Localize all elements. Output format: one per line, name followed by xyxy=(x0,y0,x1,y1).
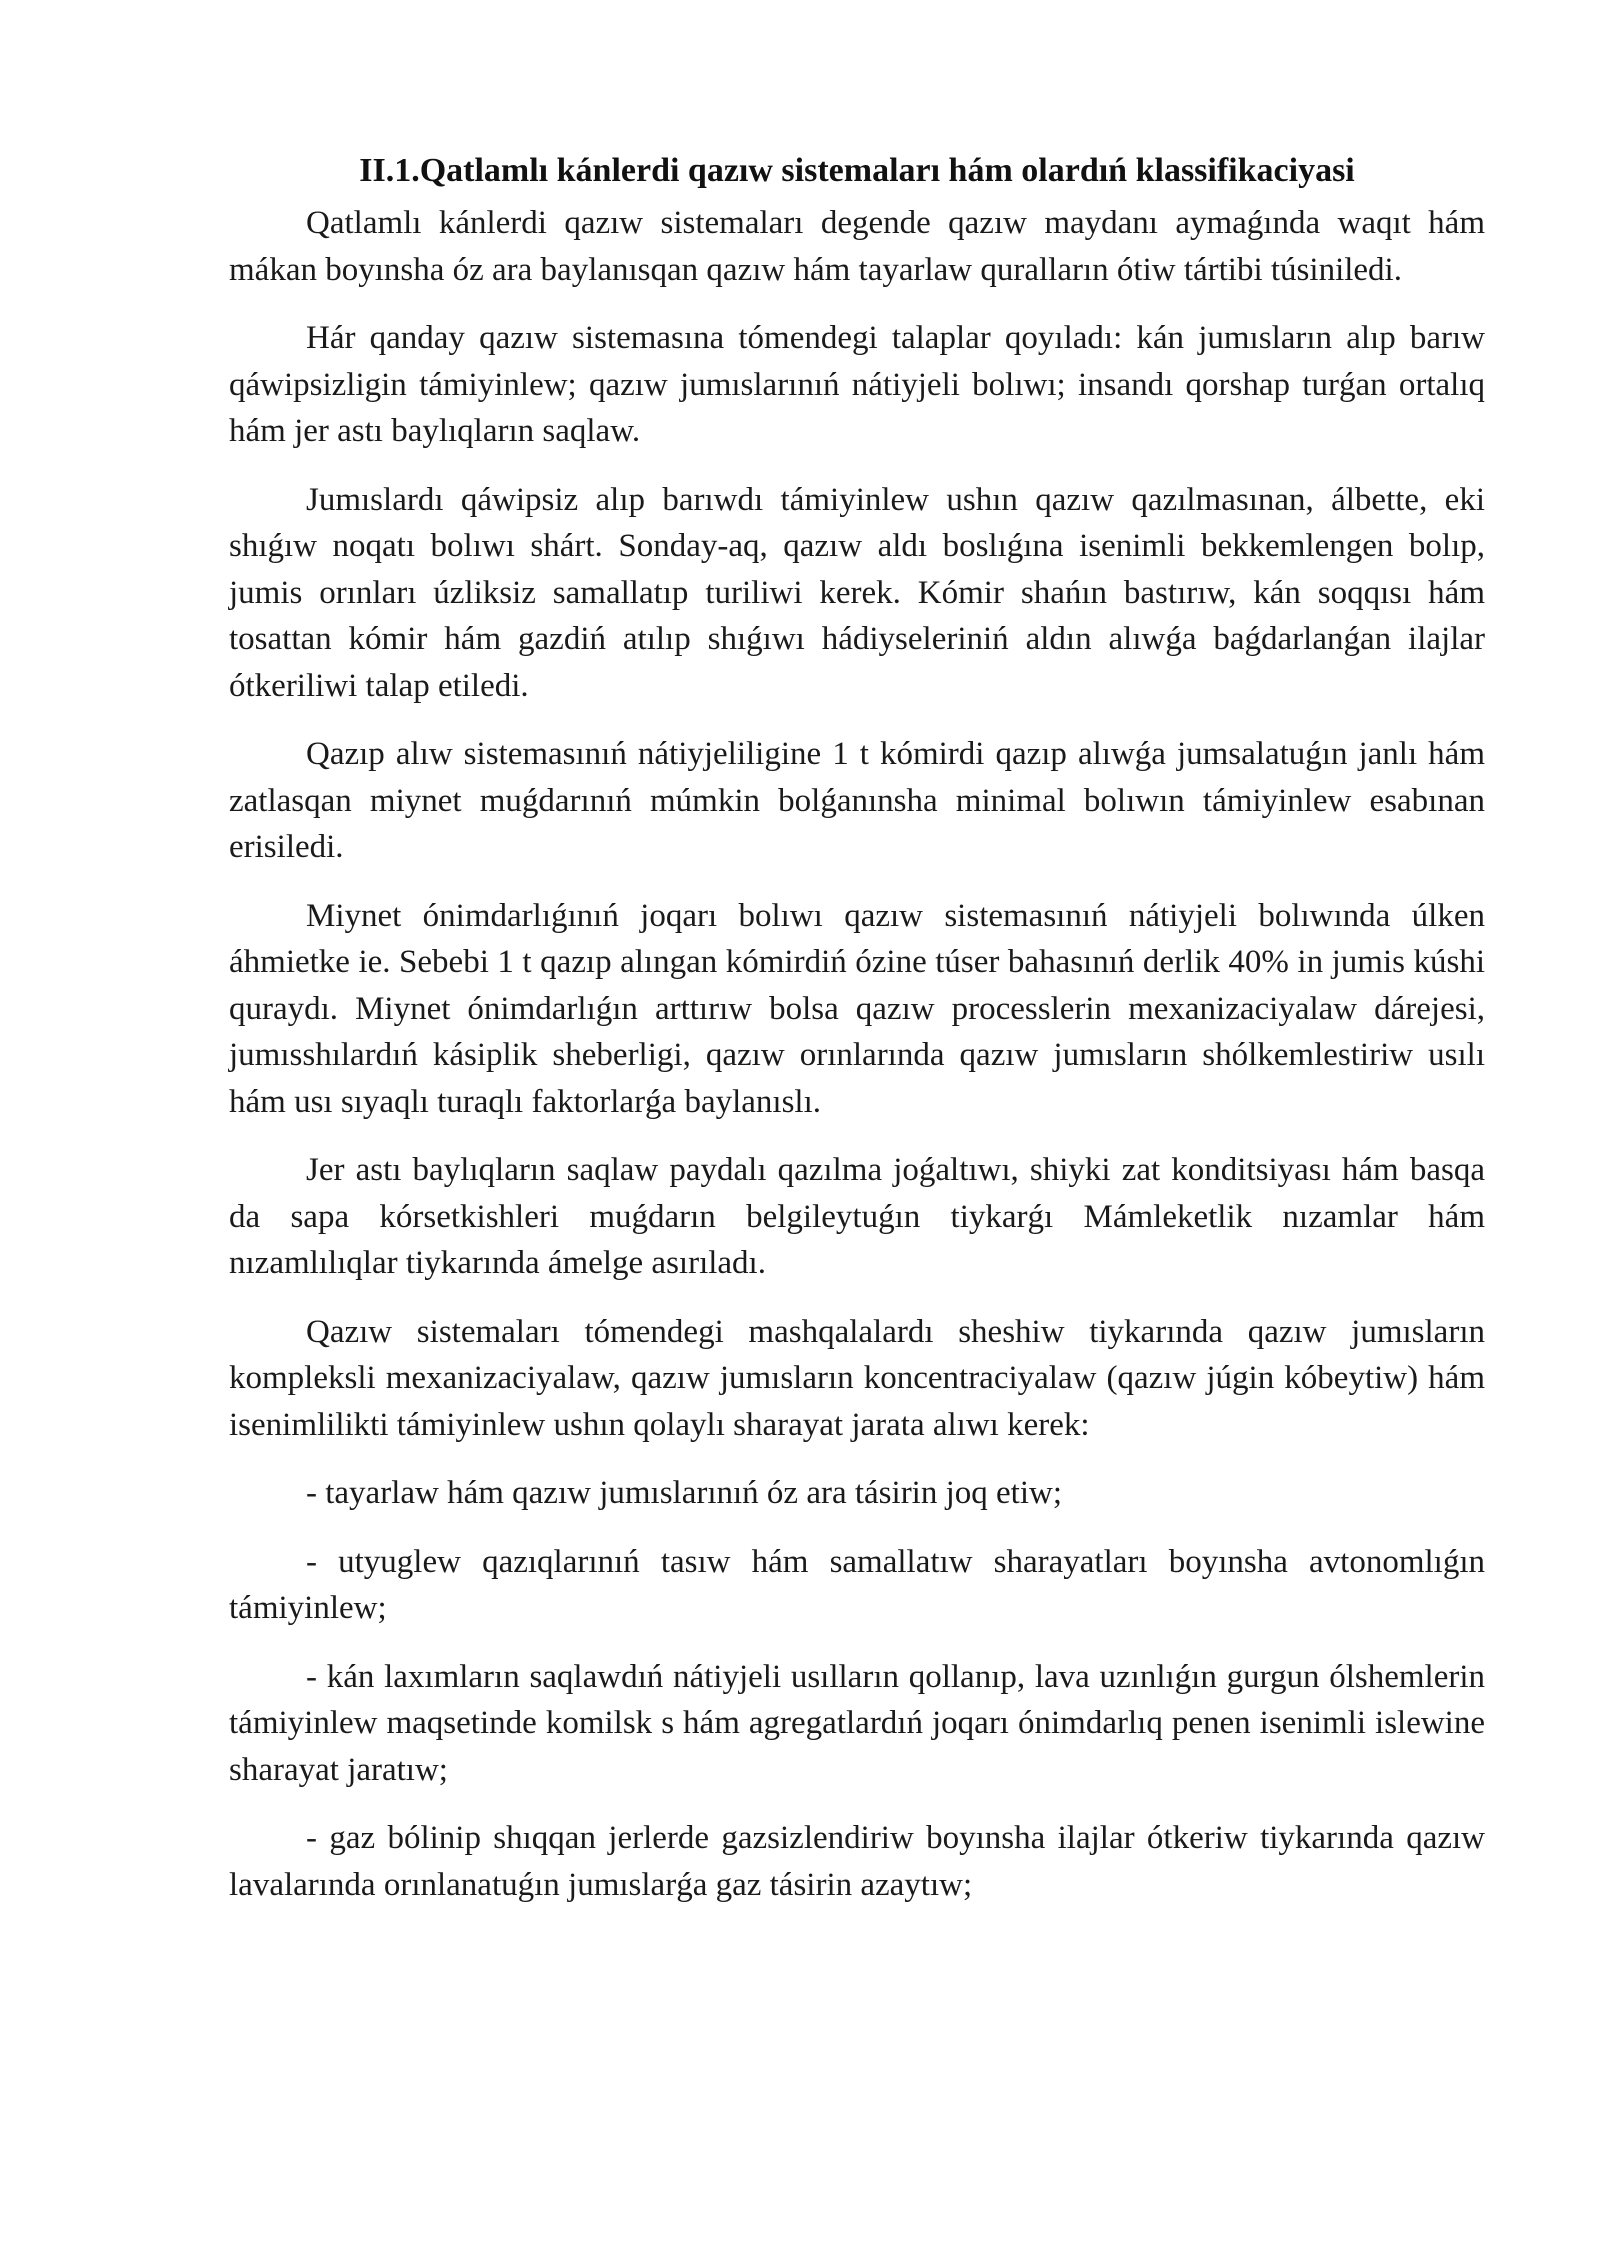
paragraph-4: Qazıp alıw sistemasınıń nátiyjeliligine 1 t kómirdi qazıp alıwǵa jumsalatuǵın janlı hám zatlasqan miynet muǵdarınıń múmkin bolǵanınsha minimal bolıwın támiyinlew esabınan erisiledi. xyxy=(229,736,1485,865)
paragraph-6: Jer astı baylıqların saqlaw paydalı qazılma joǵaltıwı, shiyki zat konditsiyası hám basqa da sapa kórsetkishleri muǵdarın belgileytuǵın tiykarǵı Mámleketlik nızamlar hám nızamlılıqlar tiykarında ámelge asırıladı. xyxy=(229,1152,1485,1281)
list-item-1: - tayarlaw hám qazıw jumıslarınıń óz ara tásirin joq etiw; xyxy=(306,1475,1063,1511)
list-item-2: - utyuglew qazıqlarınıń tasıw hám samallatıw sharayatları boyınsha avtonomlıǵın támiyinlew; xyxy=(229,1543,1485,1626)
paragraph-3: Jumıslardı qáwipsiz alıp barıwdı támiyinlew ushın qazıw qazılmasınan, álbette, eki shıǵıw noqatı bolıwı shárt. Sonday-aq, qazıw aldı boslıǵına isenimli bekkemlengen bolıp, jumis orınları úzliksiz samallatıp turiliwi kerek. Kómir shańın bastırıw, kán soqqısı hám tosattan kómir hám gazdiń atılıp shıǵıwı hádiyseleriniń aldın alıwǵa baǵdarlanǵan ilajlar ótkeriliwi talap etiledi. xyxy=(229,481,1485,704)
list-item-3: - kán laxımların saqlawdıń nátiyjeli usılların qollanıp, lava uzınlıǵın gurgun ólshemlerin támiyinlew maqsetinde komilsk s hám agregatlardıń joqarı ónimdarlıq penen isenimli islewine sharayat jaratıw; xyxy=(229,1658,1485,1788)
paragraph-2: Hár qanday qazıw sistemasına tómendegi talaplar qoyıladı: kán jumısların alıp barıw qáwipsizligin támiyinlew; qazıw jumıslarınıń nátiyjeli bolıwı; insandı qorshap turǵan ortalıq hám jer astı baylıqların saqlaw. xyxy=(229,320,1485,449)
document-body xyxy=(229,148,1485,1930)
paragraph-1: Qatlamlı kánlerdi qazıw sistemaları degende qazıw maydanı aymaǵında waqıt hám mákan boyınsha óz ara baylanısqan qazıw hám tayarlaw quralların ótiw tártibi túsiniledi. xyxy=(229,205,1485,288)
paragraph-7: Qazıw sistemaları tómendegi mashqalalardı sheshiw tiykarında qazıw jumısların kompleksli mexanizaciyalaw, qazıw jumısların koncentraciyalaw (qazıw júgin kóbeytiw) hám isenimlilikti támiyinlew ushın qolaylı sharayat jarata alıwı kerek: xyxy=(229,1313,1485,1443)
paragraph-5: Miynet ónimdarlıǵınıń joqarı bolıwı qazıw sistemasınıń nátiyjeli bolıwında úlken áhmietke ie. Sebebi 1 t qazıp alıngan kómirdiń ózine túser bahasınıń derlik 40% in jumis kúshi quraydı. Miynet ónimdarlıǵın arttırıw bolsa qazıw processlerin mexanizaciyalaw dárejesi, jumısshılardıń kásiplik sheberligi, qazıw orınlarında qazıw jumısların shólkemlestiriw usılı hám usı sıyaqlı turaqlı faktorlarǵa baylanıslı. xyxy=(229,897,1485,1120)
section-title: II.1.Qatlamlı kánlerdi qazıw sistemaları hám olardıń klassifikaciyasi xyxy=(359,152,1355,189)
list-item-4: - gaz bólinip shıqqan jerlerde gazsizlendiriw boyınsha ilajlar ótkeriw tiykarında qazıw lavalarında orınlanatuǵın jumıslarǵa gaz tásirin azaytıw; xyxy=(229,1820,1485,1903)
